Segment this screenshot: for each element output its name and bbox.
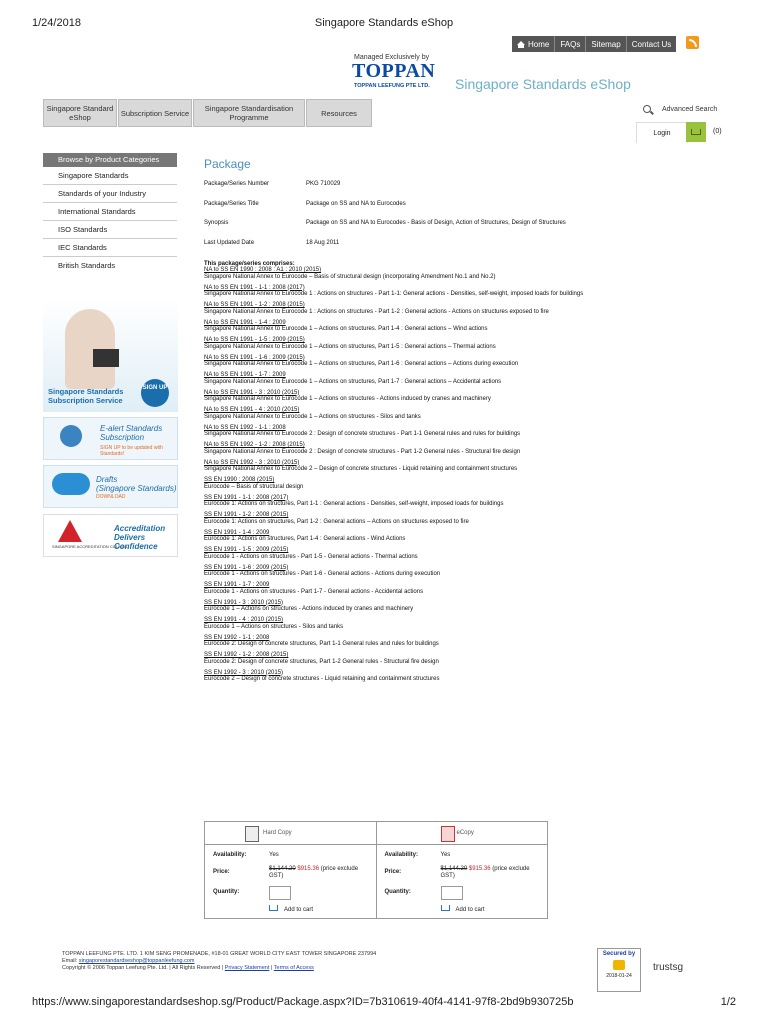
- cart-icon: [441, 905, 450, 911]
- hard-copy-column: Hard Copy Availability: Yes Price: $1,144.20 $915.36 (price exclude GST) Quantity: Add to cart: [205, 822, 376, 918]
- nav-subscription-service[interactable]: Subscription Service: [118, 99, 192, 127]
- standard-description: Singapore National Annex to Eurocode 2 : Design of concrete structures - Part 1-1 General rules and rules for buildings: [204, 431, 521, 437]
- meta-label: Package/Series Number: [204, 181, 270, 187]
- standard-description: Singapore National Annex to Eurocode 1 – Actions on structures, Part 1-5 : General actions – Thermal actions: [204, 343, 496, 350]
- standard-code-link[interactable]: SS EN 1991 - 1-6 : 2009 (2015): [204, 564, 289, 571]
- standard-code-link[interactable]: SS EN 1991 - 1-7 : 2009: [204, 582, 270, 588]
- print-page: 1/2: [720, 996, 736, 1008]
- standard-description: Singapore National Annex to Eurocode – Basis of structural design (incorporating Amendment No.1 and No.2): [204, 273, 496, 280]
- faqs-link[interactable]: FAQs: [555, 36, 586, 52]
- cart-icon: [269, 905, 278, 911]
- list-item: [204, 460, 724, 473]
- email-link[interactable]: singaporestandardseshop@toppanleefung.com: [78, 958, 195, 964]
- list-item: [204, 407, 724, 420]
- login-button[interactable]: Login: [636, 122, 688, 143]
- standard-description: Eurocode 1: Actions on structures, Part 1-4 : General actions - Wind Actions: [204, 536, 406, 542]
- standards-list: [204, 267, 724, 683]
- list-item: [204, 582, 724, 595]
- standard-code-link[interactable]: NA to SS EN 1991 - 1-4 : 2009: [204, 319, 286, 326]
- toppan-logo[interactable]: TOPPAN: [352, 60, 436, 82]
- package-content: [204, 157, 724, 687]
- sidebar-item-international[interactable]: International Standards: [43, 203, 177, 221]
- standard-description: Eurocode 1 - Actions on structures - Part 1-5 - General actions - Thermal actions: [204, 553, 418, 560]
- hard-add-to-cart[interactable]: Add to cart: [269, 905, 313, 913]
- list-item: [204, 477, 724, 490]
- meta-label: Package/Series Title: [204, 200, 259, 207]
- print-date: 1/24/2018: [32, 17, 81, 29]
- list-item: [204, 600, 724, 613]
- list-item: [204, 285, 724, 298]
- sign-up-badge[interactable]: SIGN UP: [141, 379, 169, 407]
- page-title: Package: [204, 157, 251, 171]
- standard-code-link[interactable]: SS EN 1991 - 1-4 : 2009: [204, 529, 270, 536]
- standard-code-link[interactable]: SS EN 1991 - 1-5 : 2009 (2015): [204, 547, 289, 553]
- list-item: [204, 372, 724, 385]
- print-header: [32, 17, 736, 31]
- list-item: [204, 302, 724, 315]
- tablet-image: [93, 349, 119, 367]
- standard-description: Singapore National Annex to Eurocode 1 – Actions on structures - Actions induced by cranes and machinery: [204, 396, 491, 402]
- list-item: [204, 320, 724, 333]
- pdf-icon: [441, 826, 455, 842]
- standard-code-link[interactable]: NA to SS EN 1991 - 4 : 2010 (2015): [204, 407, 300, 413]
- utility-nav: [512, 36, 676, 52]
- print-title: Singapore Standards eShop: [314, 17, 454, 29]
- list-item: [204, 495, 724, 508]
- company-address: TOPPAN LEEFUNG PTE. LTD. 1 KIM SENG PROMENADE, #18-01 GREAT WORLD CITY EAST TOWER SINGAPORE 237994: [62, 951, 377, 957]
- standard-code-link[interactable]: SS EN 1990 : 2008 (2015): [204, 477, 275, 483]
- main-nav: [43, 99, 373, 125]
- cart-icon[interactable]: [686, 122, 706, 142]
- advanced-search-link[interactable]: Advanced Search: [662, 106, 718, 113]
- ecopy-quantity-input[interactable]: [441, 886, 463, 900]
- list-item: [204, 337, 724, 350]
- meta-value: 18 Aug 2011: [306, 239, 340, 246]
- standard-code-link[interactable]: NA to SS EN 1992 - 1-1 : 2008: [204, 424, 286, 431]
- standard-code-link[interactable]: NA to SS EN 1990 : 2008 : A1 : 2010 (2015): [204, 267, 322, 273]
- standard-description: Eurocode 1 – Actions on structures - Actions induced by cranes and machinery: [204, 606, 414, 612]
- accreditation-banner[interactable]: SINGAPORE ACCREDITATION COUNCIL Accreditation Delivers Confidence: [43, 514, 178, 557]
- meta-label: Synopsis: [204, 220, 229, 226]
- ealert-banner[interactable]: E-alert Standards Subscription SIGN UP to be updated with Standards!: [43, 417, 178, 460]
- list-item: [204, 547, 724, 560]
- ecopy-price: $1,144.20 $915.36 (price exclude GST): [440, 866, 530, 879]
- hard-availability: Yes: [269, 852, 279, 858]
- standard-code-link[interactable]: SS EN 1992 - 1-2 : 2008 (2015): [204, 652, 289, 658]
- ecopy-availability: Yes: [440, 852, 451, 858]
- hard-copy-icon: [245, 826, 259, 842]
- sidebar-item-singapore-standards[interactable]: Singapore Standards: [43, 167, 177, 185]
- standard-code-link[interactable]: SS EN 1992 - 1-1 : 2008: [204, 634, 270, 641]
- list-item: [204, 530, 724, 543]
- list-item: [204, 425, 724, 438]
- comprises-label: This package/series comprises:: [204, 261, 295, 267]
- hard-copy-label: Hard Copy: [263, 830, 292, 836]
- cart-count: (0): [713, 128, 722, 135]
- lock-icon: [613, 960, 625, 970]
- list-item: [204, 267, 724, 280]
- list-item: [204, 635, 724, 648]
- terms-link[interactable]: Terms of Access: [273, 965, 314, 971]
- standard-code-link[interactable]: NA to SS EN 1991 - 1-5 : 2009 (2015): [204, 337, 305, 343]
- standard-description: Eurocode 2 – Design of concrete structures - Liquid retaining and containment structures: [204, 676, 440, 682]
- standard-code-link[interactable]: NA to SS EN 1992 - 3 : 2010 (2015): [204, 459, 300, 466]
- standard-code-link[interactable]: NA to SS EN 1991 - 1-1 : 2008 (2017): [204, 284, 305, 291]
- list-item: [204, 512, 724, 525]
- standard-description: Singapore National Annex to Eurocode 2 – Design of concrete structures - Liquid retaining and containment structures: [204, 466, 518, 472]
- nav-standard-eshop[interactable]: Singapore Standard eShop: [43, 99, 117, 127]
- home-icon: [517, 41, 525, 48]
- meta-value: PKG 710029: [306, 181, 341, 187]
- managed-by-text: Managed Exclusively by: [354, 54, 430, 61]
- ecopy-column: eCopy Availability: Yes Price: $1,144.20 $915.36 (price exclude GST) Quantity: Add to cart: [376, 822, 548, 918]
- meta-label: Last Updated Date: [204, 239, 255, 246]
- sidebar-item-iec[interactable]: IEC Standards: [43, 239, 177, 257]
- sidebar-item-industry[interactable]: Standards of your Industry: [43, 185, 177, 203]
- standard-code-link[interactable]: SS EN 1992 - 3 : 2010 (2015): [204, 669, 284, 676]
- standard-description: Eurocode 1: Actions on structures, Part 1-1 : General actions - Densities, self-weight, imposed loads for buildings: [204, 501, 504, 507]
- standard-code-link[interactable]: NA to SS EN 1991 - 1-7 : 2009: [204, 372, 286, 378]
- subscription-banner[interactable]: Singapore Standards Subscription Service SIGN UP: [43, 299, 178, 412]
- standard-description: Singapore National Annex to Eurocode 1 – Actions on structures, Part 1-6 : General actions – Actions during execution: [204, 361, 519, 367]
- standard-code-link[interactable]: SS EN 1991 - 3 : 2010 (2015): [204, 599, 284, 606]
- purchase-table: [204, 821, 548, 919]
- print-url: https://www.singaporestandardseshop.sg/Product/Package.aspx?ID=7b310619-40f4-4141-97f8-2bd9b930725b: [32, 996, 574, 1008]
- toppan-logo-sub: TOPPAN LEEFUNG PTE LTD.: [354, 83, 430, 89]
- site-title: Singapore Standards eShop: [455, 76, 631, 92]
- standard-description: Singapore National Annex to Eurocode 1 – Actions on structures. Part 1-4 : General actions – Wind actions: [204, 326, 488, 332]
- standard-code-link[interactable]: NA to SS EN 1991 - 1-2 : 2008 (2015): [204, 302, 305, 308]
- standard-description: Eurocode 1 - Actions on structures - Part 1-6 - General actions - Actions during execution: [204, 571, 441, 577]
- nav-resources[interactable]: Resources: [306, 99, 372, 127]
- speech-bubbles-icon: [52, 473, 90, 495]
- list-item: [204, 652, 724, 665]
- list-item: [204, 390, 724, 403]
- trustsg-logo[interactable]: trustsg: [653, 962, 684, 973]
- standard-description: Eurocode 1: Actions on structures, Part 1-2 : General actions – Actions on structures exposed to fire: [204, 518, 469, 525]
- sidebar-heading: Browse by Product Categories: [43, 153, 177, 167]
- contact-link[interactable]: Contact Us: [631, 39, 672, 49]
- standard-code-link[interactable]: SS EN 1991 - 1-2 : 2008 (2015): [204, 512, 289, 518]
- standard-description: Eurocode – Basis of structural design: [204, 483, 304, 490]
- standard-description: Singapore National Annex to Eurocode 2 : Design of concrete structures - Part 1-2 General rules - Structural fire design: [204, 448, 521, 455]
- list-item: [204, 617, 724, 630]
- package-meta: [204, 181, 724, 259]
- standard-description: Singapore National Annex to Eurocode 1 – Actions on structures - Silos and tanks: [204, 413, 421, 420]
- standard-code-link[interactable]: NA to SS EN 1992 - 1-2 : 2008 (2015): [204, 442, 305, 448]
- print-footer: [32, 996, 736, 1010]
- ecopy-label: eCopy: [456, 830, 474, 836]
- rss-icon[interactable]: [686, 36, 699, 49]
- meta-value: Package on SS and NA to Eurocodes: [306, 200, 406, 207]
- list-item: [204, 355, 724, 368]
- privacy-link[interactable]: Privacy Statement: [224, 965, 270, 971]
- sidebar-item-british[interactable]: British Standards: [58, 261, 116, 270]
- hard-price: $1,144.20 $915.36 (price exclude GST): [269, 866, 359, 879]
- standard-code-link[interactable]: NA to SS EN 1991 - 1-6 : 2009 (2015): [204, 354, 305, 361]
- standard-description: Singapore National Annex to Eurocode 1 : Actions on structures - Part 1-2 : General actions - Actions on structures exposed to fire: [204, 308, 549, 315]
- home-link[interactable]: Home: [512, 36, 555, 52]
- drafts-banner[interactable]: Drafts (Singapore Standards) DOWNLOAD: [43, 465, 178, 508]
- secured-badge[interactable]: Secured by 2018-01-24: [597, 948, 641, 992]
- sitemap-link[interactable]: Sitemap: [586, 36, 626, 52]
- list-item: [204, 442, 724, 455]
- standard-code-link[interactable]: NA to SS EN 1991 - 3 : 2010 (2015): [204, 389, 300, 396]
- standard-description: Singapore National Annex to Eurocode 1 : Actions on structures - Part 1-1: General actions - Densities, self-weight, imposed loads for buildings: [204, 291, 584, 297]
- standard-description: Eurocode 1 - Actions on structures - Part 1-7 - General actions - Accidental actions: [204, 588, 424, 595]
- nav-standardisation-programme[interactable]: Singapore Standardisation Programme: [193, 99, 305, 127]
- ecopy-add-to-cart[interactable]: Add to cart: [441, 905, 485, 913]
- category-sidebar: [43, 153, 177, 274]
- list-item: [204, 670, 724, 683]
- standard-description: Eurocode 2: Design of concrete structures, Part 1-1 General rules and rules for buildings: [204, 641, 439, 647]
- sidebar-item-iso[interactable]: ISO Standards: [43, 221, 177, 239]
- hard-quantity-input[interactable]: [269, 886, 291, 900]
- meta-value: Package on SS and NA to Eurocodes - Basis of Design, Action of Structures, Design of Structures: [306, 220, 566, 226]
- list-item: [204, 565, 724, 578]
- standard-description: Eurocode 2: Design of concrete structures, Part 1-2 General rules - Structural fire design: [204, 658, 439, 665]
- email-at-icon: [60, 425, 82, 447]
- sac-logo-icon: [58, 520, 82, 542]
- standard-description: Singapore National Annex to Eurocode 1 – Actions on structures, Part 1-7 : General actions – Accidental actions: [204, 378, 502, 385]
- search-icon[interactable]: [643, 105, 651, 113]
- site-footer: TOPPAN LEEFUNG PTE. LTD. 1 KIM SENG PROMENADE, #18-01 GREAT WORLD CITY EAST TOWER SINGAPORE 237994 Email: singaporestandardseshop@toppanleefung.com Copyright © 2006 Toppan Leefung Pte. Ltd. | All Rights Reserved | Privacy Statement | Terms of Access: [62, 951, 377, 971]
- standard-code-link[interactable]: SS EN 1991 - 1-1 : 2008 (2017): [204, 494, 289, 501]
- standard-code-link[interactable]: SS EN 1991 - 4 : 2010 (2015): [204, 617, 284, 623]
- standard-description: Eurocode 1 – Actions on structures - Silos and tanks: [204, 623, 344, 630]
